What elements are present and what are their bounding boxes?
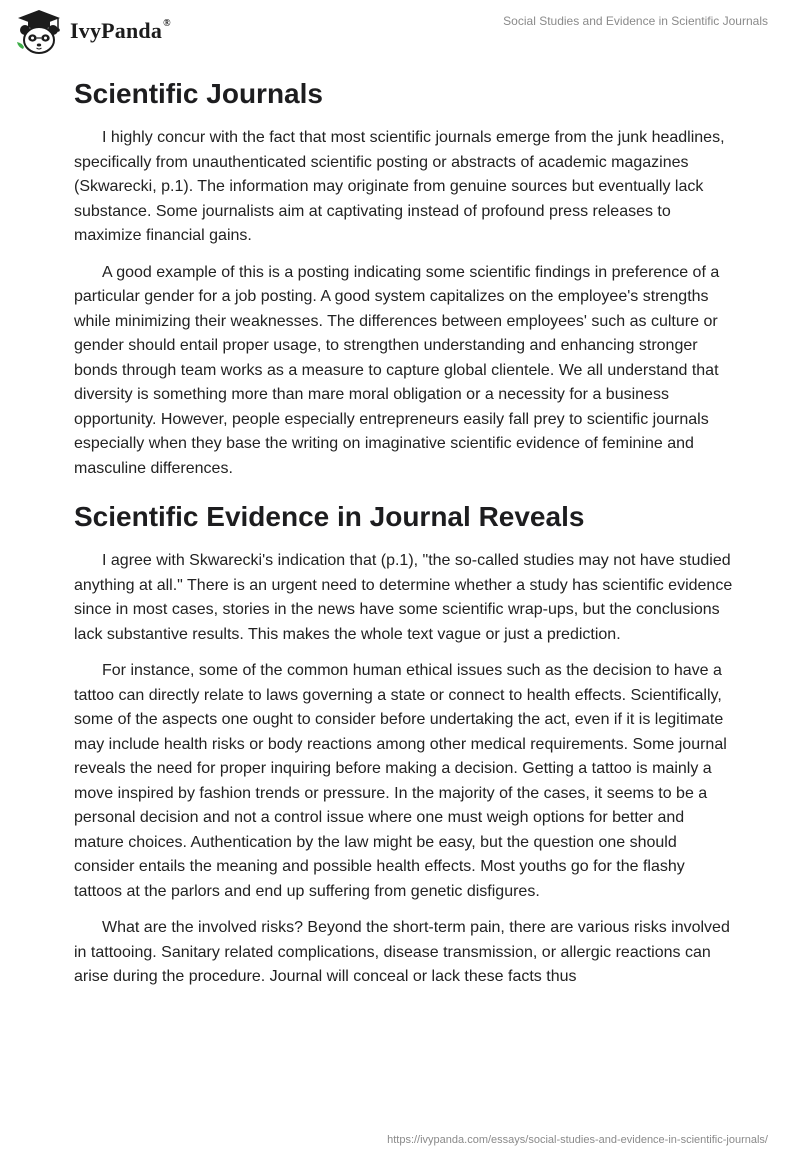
essay-body: [74, 70, 734, 1002]
brand-name: IvyPanda®: [70, 17, 171, 43]
paragraph: What are the involved risks? Beyond the short-term pain, there are various risks involved in tattooing. Sanitary related complications, disease transmission, or allergic reactions can arise during the procedure. Journal will conceal or lack these facts thus: [74, 919, 730, 985]
section-heading: Scientific Evidence in Journal Reveals: [74, 501, 585, 532]
logo[interactable]: [14, 7, 171, 57]
page-header: [0, 0, 800, 60]
document-title: Social Studies and Evidence in Scientific Journals: [503, 14, 768, 28]
section-heading: Scientific Journals: [74, 78, 323, 109]
paragraph: A good example of this is a posting indicating some scientific findings in preference of a particular gender for a job posting. A good system capitalizes on the employee's strengths while minimizing their weaknesses. The differences between employees' such as culture or gender should entail proper usage, to strengthen understanding and enhancing stronger bonds through team works as a measure to capture global clientele. We all understand that diversity is something more than mare moral obligation or a necessity for a business opportunity. However, people especially entrepreneurs easily fall prey to scientific journals especially when they base the writing on imaginative scientific evidence of feminine and masculine differences.: [74, 263, 720, 477]
panda-graduate-icon: [14, 7, 64, 57]
registered-mark: ®: [163, 17, 171, 29]
footer-url[interactable]: https://ivypanda.com/essays/social-studies-and-evidence-in-scientific-journals/: [387, 1134, 768, 1146]
paragraph: I highly concur with the fact that most scientific journals emerge from the junk headlines, specifically from unauthenticated scientific posting or abstracts of academic magazines (Skwarecki, p.1). The information may originate from genuine sources but eventually lack substance. Some journalists aim at captivating instead of profound press releases to maximize financial gains.: [74, 129, 725, 244]
paragraph: I agree with Skwarecki's indication that (p.1), "the so-called studies may not have studied anything at all." There is an urgent need to determine whether a study has scientific evidence since in most cases, stories in the news have some scientific wrap-ups, but the conclusions lack substantive results. This makes the whole text vague or just a prediction.: [74, 552, 733, 643]
paragraph: For instance, some of the common human ethical issues such as the decision to have a tattoo can directly relate to laws governing a state or connect to health effects. Scientifically, some of the aspects one ought to consider before undertaking the act, even if it is legitimate may include health risks or body reactions among other medical requirements. Some journal reveals the need for proper inquiring before making a decision. Getting a tattoo is mainly a move inspired by fashion trends or pressure. In the majority of the cases, it seems to be a personal decision and not a control issue where one must weigh options for better and mature choices. Authentication by the law might be easy, but the question one should consider entails the meaning and possible health effects. Most youths go for the flashy tattoos at the parlors and end up suffering from genetic disfigures.: [74, 662, 727, 900]
